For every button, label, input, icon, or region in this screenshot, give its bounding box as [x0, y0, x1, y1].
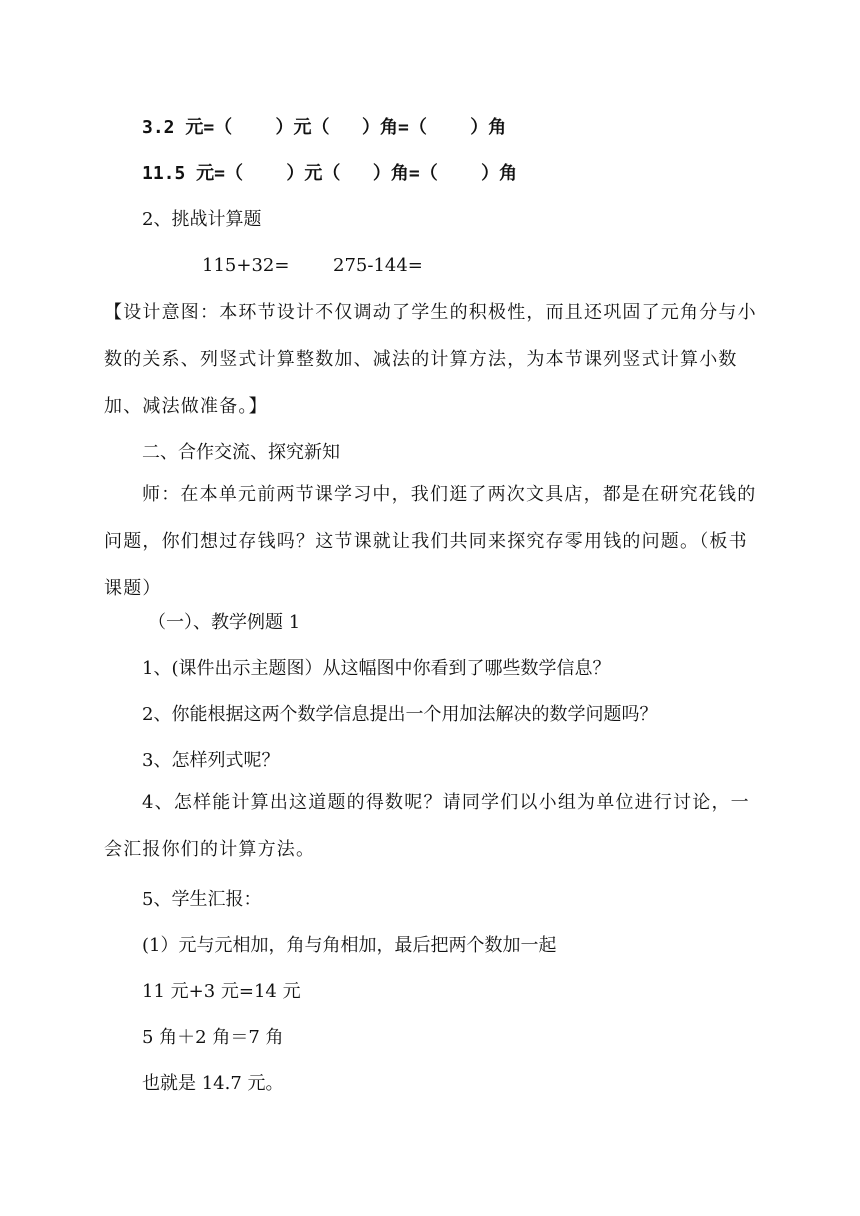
equation-2: 5 角＋2 角＝7 角	[142, 1027, 284, 1048]
question-1: 1、(课件出示主题图）从这幅图中你看到了哪些数学信息？	[142, 658, 611, 679]
calc-problem-1: 115+32=	[202, 255, 290, 276]
question-2: 2、你能根据这两个数学信息提出一个用加法解决的数学问题吗？	[142, 704, 658, 725]
question-5: 5、学生汇报：	[142, 889, 262, 910]
challenge-heading: 2、挑战计算题	[142, 209, 262, 230]
teacher-paragraph: 师：在本单元前两节课学习中，我们逛了两次文具店，都是在研究花钱的问题，你们想过存钱吗？这节课就让我们共同来探究存零用钱的问题。（板书课题）	[104, 484, 757, 599]
exercise-line-1: 3.2 元=（ ）元（ ）角=（ ）角	[142, 117, 507, 138]
exercise-line-2: 11.5 元=（ ）元（ ）角=（ ）角	[142, 163, 518, 184]
result-line: 也就是 14.7 元。	[142, 1073, 284, 1094]
equation-1: 11 元+3 元=14 元	[142, 981, 301, 1002]
question-4-paragraph: 4、怎样能计算出这道题的得数呢？请同学们以小组为单位进行讨论，一会汇报你们的计算方法。	[104, 792, 750, 860]
method-1: (1）元与元相加，角与角相加，最后把两个数加一起	[142, 935, 557, 956]
example-heading: （一）、教学例题 1	[148, 612, 301, 633]
question-3: 3、怎样列式呢？	[142, 750, 280, 771]
section-heading-2: 二、合作交流、探究新知	[142, 442, 340, 463]
calc-problem-2: 275-144=	[333, 255, 423, 276]
design-intent-paragraph: 【设计意图：本环节设计不仅调动了学生的积极性，而且还巩固了元角分与小数的关系、列竖式计算整数加、减法的计算方法，为本节课列竖式计算小数加、减法做准备。】	[104, 302, 757, 417]
